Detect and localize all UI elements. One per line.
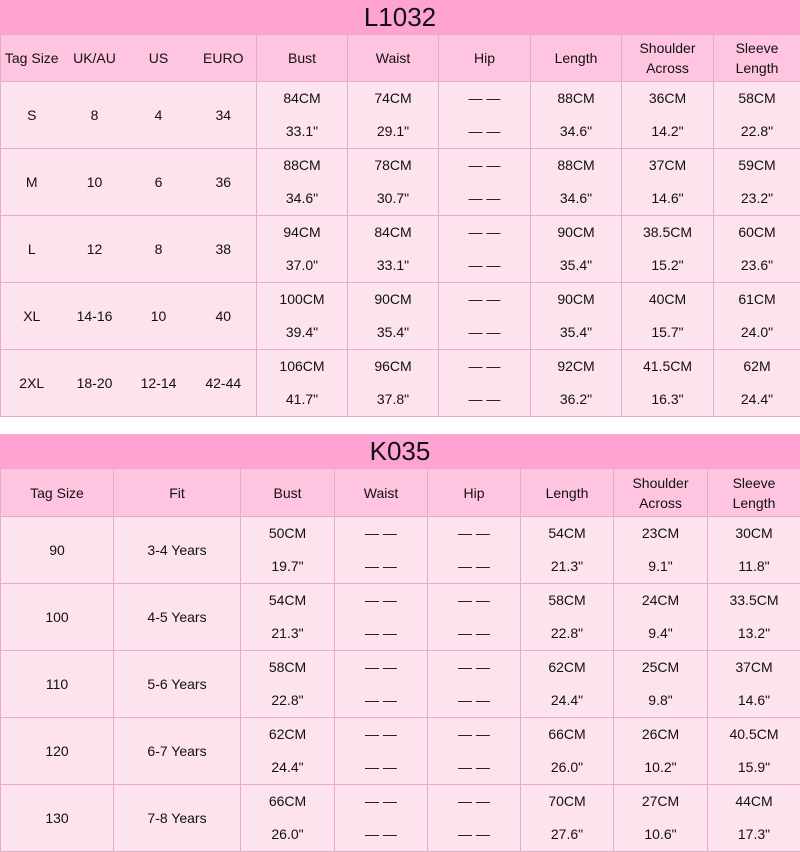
fit-cell: 6-7 Years bbox=[114, 718, 241, 785]
header-length: Length bbox=[521, 469, 614, 517]
sleeve-cell bbox=[708, 584, 800, 651]
length-cell-inch: 36.2" bbox=[531, 383, 621, 416]
header-sleeve-line-2: Length bbox=[708, 493, 800, 513]
table-row bbox=[1, 149, 800, 216]
sleeve-cell bbox=[708, 517, 800, 584]
waist-cell bbox=[335, 584, 428, 651]
hip-cell-inch: — — bbox=[428, 617, 520, 650]
euro-cell: 38 bbox=[191, 216, 257, 283]
hip-cell-inch: — — bbox=[439, 249, 530, 282]
header-waist: Waist bbox=[335, 469, 428, 517]
shoulder-cell-cm: 37CM bbox=[622, 149, 713, 182]
bust-cell bbox=[241, 785, 335, 852]
waist-cell-inch: — — bbox=[335, 684, 427, 717]
us-cell: 8 bbox=[127, 216, 191, 283]
sleeve-cell-cm: 30CM bbox=[708, 517, 800, 550]
waist-cell-cm: 90CM bbox=[348, 283, 438, 316]
table-row bbox=[1, 283, 800, 350]
header-sleeve-line-2: Length bbox=[714, 58, 800, 78]
l1032-title: L1032 bbox=[0, 0, 800, 34]
hip-cell bbox=[439, 283, 531, 350]
shoulder-cell bbox=[614, 785, 708, 852]
sleeve-cell-inch: 17.3" bbox=[708, 818, 800, 851]
hip-cell bbox=[428, 517, 521, 584]
waist-cell-inch: 37.8" bbox=[348, 383, 438, 416]
hip-cell bbox=[428, 718, 521, 785]
waist-cell bbox=[335, 651, 428, 718]
sleeve-cell-inch: 23.2" bbox=[714, 182, 800, 215]
euro-cell: 36 bbox=[191, 149, 257, 216]
shoulder-cell-inch: 9.4" bbox=[614, 617, 707, 650]
table-row bbox=[1, 350, 800, 417]
bust-cell bbox=[257, 82, 348, 149]
tag-size-cell: M bbox=[1, 149, 63, 216]
hip-cell-inch: — — bbox=[439, 316, 530, 349]
header-sleeve-line-1: Sleeve bbox=[714, 38, 800, 58]
fit-cell: 7-8 Years bbox=[114, 785, 241, 852]
us-cell: 4 bbox=[127, 82, 191, 149]
shoulder-cell bbox=[614, 718, 708, 785]
uk-au-cell: 10 bbox=[63, 149, 127, 216]
length-cell-cm: 90CM bbox=[531, 283, 621, 316]
sleeve-cell-inch: 24.0" bbox=[714, 316, 800, 349]
sleeve-cell-cm: 37CM bbox=[708, 651, 800, 684]
header-tag-size: Tag Size bbox=[1, 469, 114, 517]
hip-cell-cm: — — bbox=[439, 82, 530, 115]
hip-cell bbox=[439, 82, 531, 149]
table-row bbox=[1, 785, 800, 852]
table-row bbox=[1, 517, 800, 584]
header-bust: Bust bbox=[257, 35, 348, 82]
sleeve-cell-cm: 33.5CM bbox=[708, 584, 800, 617]
header-bust: Bust bbox=[241, 469, 335, 517]
header-shoulder-line-2: Across bbox=[622, 58, 713, 78]
waist-cell-cm: 96CM bbox=[348, 350, 438, 383]
header-us: US bbox=[127, 35, 191, 82]
hip-cell bbox=[428, 651, 521, 718]
hip-cell-cm: — — bbox=[428, 785, 520, 818]
shoulder-cell-cm: 25CM bbox=[614, 651, 707, 684]
shoulder-cell-inch: 16.3" bbox=[622, 383, 713, 416]
shoulder-cell-cm: 40CM bbox=[622, 283, 713, 316]
length-cell bbox=[521, 517, 614, 584]
length-cell bbox=[521, 651, 614, 718]
l1032-size-table bbox=[0, 34, 800, 417]
sleeve-cell-inch: 11.8" bbox=[708, 550, 800, 583]
header-hip: Hip bbox=[439, 35, 531, 82]
k035-header-row bbox=[1, 469, 800, 517]
uk-au-cell: 12 bbox=[63, 216, 127, 283]
shoulder-cell bbox=[614, 517, 708, 584]
length-cell-cm: 54CM bbox=[521, 517, 613, 550]
waist-cell bbox=[335, 718, 428, 785]
sleeve-cell-cm: 59CM bbox=[714, 149, 800, 182]
waist-cell bbox=[348, 283, 439, 350]
shoulder-cell-cm: 23CM bbox=[614, 517, 707, 550]
us-cell: 10 bbox=[127, 283, 191, 350]
k035-size-table bbox=[0, 468, 800, 852]
bust-cell-inch: 22.8" bbox=[241, 684, 334, 717]
shoulder-cell-cm: 24CM bbox=[614, 584, 707, 617]
tag-size-cell: XL bbox=[1, 283, 63, 350]
shoulder-cell-inch: 15.2" bbox=[622, 249, 713, 282]
sleeve-cell-inch: 22.8" bbox=[714, 115, 800, 148]
hip-cell-inch: — — bbox=[428, 818, 520, 851]
tag-size-cell: 100 bbox=[1, 584, 114, 651]
euro-cell: 40 bbox=[191, 283, 257, 350]
bust-cell-cm: 100CM bbox=[257, 283, 347, 316]
bust-cell-inch: 41.7" bbox=[257, 383, 347, 416]
shoulder-cell-inch: 15.7" bbox=[622, 316, 713, 349]
bust-cell-cm: 88CM bbox=[257, 149, 347, 182]
shoulder-cell-inch: 9.1" bbox=[614, 550, 707, 583]
bust-cell bbox=[257, 149, 348, 216]
hip-cell bbox=[428, 785, 521, 852]
bust-cell-inch: 26.0" bbox=[241, 818, 334, 851]
header-shoulder-across bbox=[614, 469, 708, 517]
hip-cell bbox=[439, 350, 531, 417]
bust-cell-cm: 106CM bbox=[257, 350, 347, 383]
header-tag-size: Tag Size bbox=[1, 35, 63, 82]
bust-cell-cm: 84CM bbox=[257, 82, 347, 115]
l1032-header-row bbox=[1, 35, 800, 82]
length-cell-cm: 70CM bbox=[521, 785, 613, 818]
bust-cell bbox=[241, 517, 335, 584]
shoulder-cell-cm: 27CM bbox=[614, 785, 707, 818]
waist-cell-inch: 30.7" bbox=[348, 182, 438, 215]
length-cell bbox=[521, 718, 614, 785]
waist-cell bbox=[348, 149, 439, 216]
tag-size-cell: 110 bbox=[1, 651, 114, 718]
tag-size-cell: L bbox=[1, 216, 63, 283]
shoulder-cell bbox=[622, 283, 714, 350]
hip-cell-cm: — — bbox=[428, 517, 520, 550]
bust-cell bbox=[241, 718, 335, 785]
shoulder-cell-cm: 36CM bbox=[622, 82, 713, 115]
hip-cell-inch: — — bbox=[428, 684, 520, 717]
sleeve-cell-inch: 24.4" bbox=[714, 383, 800, 416]
bust-cell bbox=[241, 651, 335, 718]
shoulder-cell bbox=[622, 350, 714, 417]
length-cell-inch: 34.6" bbox=[531, 182, 621, 215]
waist-cell-inch: 35.4" bbox=[348, 316, 438, 349]
sleeve-cell-cm: 62M bbox=[714, 350, 800, 383]
length-cell-cm: 88CM bbox=[531, 149, 621, 182]
sleeve-cell bbox=[708, 651, 800, 718]
waist-cell-cm: — — bbox=[335, 517, 427, 550]
bust-cell-inch: 21.3" bbox=[241, 617, 334, 650]
hip-cell-cm: — — bbox=[439, 350, 530, 383]
header-shoulder-across bbox=[622, 35, 714, 82]
bust-cell-inch: 37.0" bbox=[257, 249, 347, 282]
hip-cell-cm: — — bbox=[439, 149, 530, 182]
sleeve-cell bbox=[714, 149, 800, 216]
waist-cell-cm: — — bbox=[335, 785, 427, 818]
waist-cell-inch: — — bbox=[335, 751, 427, 784]
sleeve-cell-cm: 40.5CM bbox=[708, 718, 800, 751]
euro-cell: 42-44 bbox=[191, 350, 257, 417]
bust-cell bbox=[257, 283, 348, 350]
uk-au-cell: 18-20 bbox=[63, 350, 127, 417]
length-cell bbox=[531, 82, 622, 149]
length-cell-inch: 27.6" bbox=[521, 818, 613, 851]
bust-cell-inch: 19.7" bbox=[241, 550, 334, 583]
waist-cell-cm: — — bbox=[335, 718, 427, 751]
length-cell bbox=[531, 350, 622, 417]
tag-size-cell: 120 bbox=[1, 718, 114, 785]
table-row bbox=[1, 718, 800, 785]
waist-cell-cm: 84CM bbox=[348, 216, 438, 249]
waist-cell bbox=[348, 216, 439, 283]
tag-size-cell: 130 bbox=[1, 785, 114, 852]
length-cell-inch: 22.8" bbox=[521, 617, 613, 650]
length-cell-cm: 66CM bbox=[521, 718, 613, 751]
waist-cell bbox=[348, 82, 439, 149]
waist-cell bbox=[335, 785, 428, 852]
us-cell: 12-14 bbox=[127, 350, 191, 417]
length-cell-cm: 90CM bbox=[531, 216, 621, 249]
shoulder-cell bbox=[622, 216, 714, 283]
header-sleeve-length bbox=[708, 469, 800, 517]
length-cell-cm: 88CM bbox=[531, 82, 621, 115]
bust-cell-cm: 94CM bbox=[257, 216, 347, 249]
hip-cell bbox=[428, 584, 521, 651]
tag-size-cell: 90 bbox=[1, 517, 114, 584]
length-cell-inch: 34.6" bbox=[531, 115, 621, 148]
waist-cell-cm: 78CM bbox=[348, 149, 438, 182]
sleeve-cell-inch: 15.9" bbox=[708, 751, 800, 784]
header-shoulder-line-1: Shoulder bbox=[622, 38, 713, 58]
hip-cell-cm: — — bbox=[428, 651, 520, 684]
shoulder-cell-cm: 38.5CM bbox=[622, 216, 713, 249]
k035-title: K035 bbox=[0, 434, 800, 468]
euro-cell: 34 bbox=[191, 82, 257, 149]
shoulder-cell-inch: 14.2" bbox=[622, 115, 713, 148]
bust-cell-inch: 24.4" bbox=[241, 751, 334, 784]
hip-cell bbox=[439, 149, 531, 216]
length-cell-cm: 92CM bbox=[531, 350, 621, 383]
hip-cell-cm: — — bbox=[428, 718, 520, 751]
table-row bbox=[1, 584, 800, 651]
sleeve-cell-inch: 14.6" bbox=[708, 684, 800, 717]
waist-cell-cm: 74CM bbox=[348, 82, 438, 115]
waist-cell-inch: — — bbox=[335, 818, 427, 851]
shoulder-cell bbox=[614, 651, 708, 718]
sleeve-cell-inch: 23.6" bbox=[714, 249, 800, 282]
bust-cell bbox=[257, 350, 348, 417]
length-cell-inch: 26.0" bbox=[521, 751, 613, 784]
header-fit: Fit bbox=[114, 469, 241, 517]
length-cell-inch: 35.4" bbox=[531, 316, 621, 349]
length-cell-inch: 24.4" bbox=[521, 684, 613, 717]
bust-cell-inch: 34.6" bbox=[257, 182, 347, 215]
shoulder-cell-inch: 10.2" bbox=[614, 751, 707, 784]
fit-cell: 5-6 Years bbox=[114, 651, 241, 718]
us-cell: 6 bbox=[127, 149, 191, 216]
length-cell-inch: 35.4" bbox=[531, 249, 621, 282]
waist-cell-inch: 29.1" bbox=[348, 115, 438, 148]
waist-cell-cm: — — bbox=[335, 651, 427, 684]
table-row bbox=[1, 216, 800, 283]
waist-cell bbox=[335, 517, 428, 584]
bust-cell-cm: 58CM bbox=[241, 651, 334, 684]
table-row bbox=[1, 651, 800, 718]
length-cell bbox=[521, 584, 614, 651]
hip-cell-inch: — — bbox=[439, 383, 530, 416]
bust-cell-cm: 50CM bbox=[241, 517, 334, 550]
shoulder-cell-inch: 10.6" bbox=[614, 818, 707, 851]
sleeve-cell-cm: 60CM bbox=[714, 216, 800, 249]
shoulder-cell-cm: 41.5CM bbox=[622, 350, 713, 383]
waist-cell-inch: — — bbox=[335, 550, 427, 583]
header-euro: EURO bbox=[191, 35, 257, 82]
header-sleeve-length bbox=[714, 35, 800, 82]
fit-cell: 3-4 Years bbox=[114, 517, 241, 584]
sleeve-cell bbox=[714, 82, 800, 149]
bust-cell-cm: 66CM bbox=[241, 785, 334, 818]
shoulder-cell-inch: 9.8" bbox=[614, 684, 707, 717]
shoulder-cell bbox=[614, 584, 708, 651]
shoulder-cell bbox=[622, 82, 714, 149]
length-cell-cm: 62CM bbox=[521, 651, 613, 684]
sleeve-cell-cm: 61CM bbox=[714, 283, 800, 316]
bust-cell-cm: 62CM bbox=[241, 718, 334, 751]
sleeve-cell-cm: 58CM bbox=[714, 82, 800, 115]
shoulder-cell-inch: 14.6" bbox=[622, 182, 713, 215]
hip-cell-inch: — — bbox=[428, 751, 520, 784]
header-shoulder-line-2: Across bbox=[614, 493, 707, 513]
bust-cell-inch: 39.4" bbox=[257, 316, 347, 349]
hip-cell-inch: — — bbox=[428, 550, 520, 583]
length-cell-cm: 58CM bbox=[521, 584, 613, 617]
length-cell bbox=[531, 216, 622, 283]
header-uk-au: UK/AU bbox=[63, 35, 127, 82]
sleeve-cell-inch: 13.2" bbox=[708, 617, 800, 650]
bust-cell bbox=[241, 584, 335, 651]
waist-cell-inch: 33.1" bbox=[348, 249, 438, 282]
uk-au-cell: 14-16 bbox=[63, 283, 127, 350]
hip-cell-cm: — — bbox=[428, 584, 520, 617]
waist-cell-inch: — — bbox=[335, 617, 427, 650]
length-cell bbox=[531, 283, 622, 350]
length-cell bbox=[521, 785, 614, 852]
bust-cell-inch: 33.1" bbox=[257, 115, 347, 148]
waist-cell-cm: — — bbox=[335, 584, 427, 617]
shoulder-cell-cm: 26CM bbox=[614, 718, 707, 751]
shoulder-cell bbox=[622, 149, 714, 216]
sleeve-cell bbox=[714, 283, 800, 350]
length-cell-inch: 21.3" bbox=[521, 550, 613, 583]
tag-size-cell: S bbox=[1, 82, 63, 149]
header-sleeve-line-1: Sleeve bbox=[708, 473, 800, 493]
hip-cell bbox=[439, 216, 531, 283]
header-shoulder-line-1: Shoulder bbox=[614, 473, 707, 493]
table-row bbox=[1, 82, 800, 149]
tag-size-cell: 2XL bbox=[1, 350, 63, 417]
sleeve-cell bbox=[714, 350, 800, 417]
sleeve-cell bbox=[708, 785, 800, 852]
fit-cell: 4-5 Years bbox=[114, 584, 241, 651]
header-waist: Waist bbox=[348, 35, 439, 82]
sleeve-cell bbox=[708, 718, 800, 785]
length-cell bbox=[531, 149, 622, 216]
header-length: Length bbox=[531, 35, 622, 82]
header-hip: Hip bbox=[428, 469, 521, 517]
hip-cell-cm: — — bbox=[439, 216, 530, 249]
sleeve-cell bbox=[714, 216, 800, 283]
hip-cell-cm: — — bbox=[439, 283, 530, 316]
bust-cell bbox=[257, 216, 348, 283]
hip-cell-inch: — — bbox=[439, 182, 530, 215]
hip-cell-inch: — — bbox=[439, 115, 530, 148]
bust-cell-cm: 54CM bbox=[241, 584, 334, 617]
waist-cell bbox=[348, 350, 439, 417]
sleeve-cell-cm: 44CM bbox=[708, 785, 800, 818]
uk-au-cell: 8 bbox=[63, 82, 127, 149]
